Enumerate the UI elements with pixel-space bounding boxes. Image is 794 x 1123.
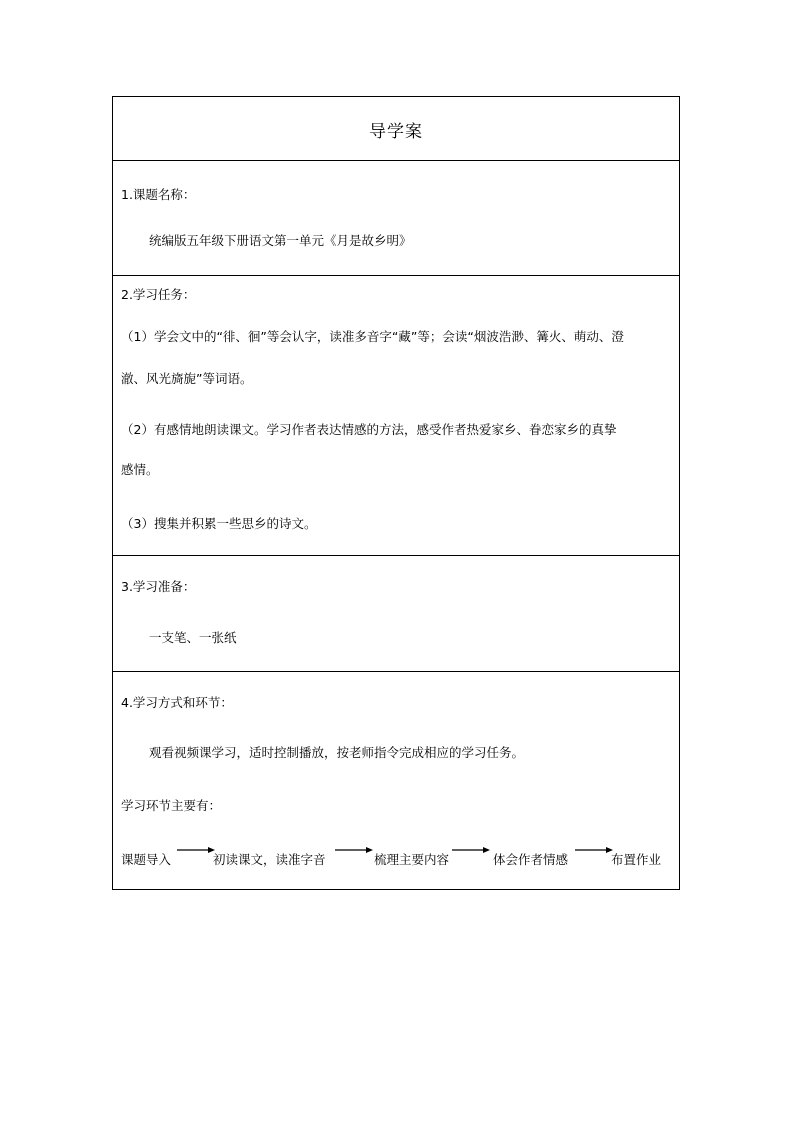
page-title: 导学案 [369,122,423,142]
section-preparation [113,555,679,671]
learning-method: 观看视频课学习，适时控制播放，按老师指令完成相应的学习任务。 [149,745,525,760]
section1-heading: 1.课题名称： [121,187,196,202]
task2-line2: 感情。 [121,462,159,477]
section-learning-method [113,671,679,889]
section3-heading: 3.学习准备： [121,579,196,594]
step-1: 课题导入 [121,852,172,867]
study-guide-table [112,96,680,890]
step-4: 体会作者情感 [493,852,569,867]
task1-line1: （1）学会文中的“徘、徊”等会认字，读准多音字“藏”等；会读“烟波浩渺、篝火、萌动、澄 [121,329,624,344]
task1-line2: 澈、风光旖旎”等词语。 [121,371,253,386]
preparation-items: 一支笔、一张纸 [149,630,237,645]
course-name: 统编版五年级下册语文第一单元《月是故乡明》 [149,233,412,248]
steps-heading: 学习环节主要有： [121,798,222,813]
section-learning-tasks [113,275,679,555]
section-course-name [113,160,679,275]
step-2: 初读课文，读准字音 [213,852,326,867]
task3: （3）搜集并积累一些思乡的诗文。 [121,516,317,531]
arrow-right-icon [452,846,490,852]
section4-heading: 4.学习方式和环节： [121,695,233,710]
arrow-right-icon [575,846,613,852]
title-row [113,97,679,160]
step-3: 梳理主要内容 [374,852,450,867]
task2-line1: （2）有感情地朗读课文。学习作者表达情感的方法，感受作者热爱家乡、眷恋家乡的真挚 [121,422,617,437]
learning-steps-flow [121,846,671,868]
arrow-right-icon [335,846,373,852]
section2-heading: 2.学习任务： [121,287,196,302]
step-5: 布置作业 [611,852,662,867]
arrow-right-icon [177,846,215,852]
